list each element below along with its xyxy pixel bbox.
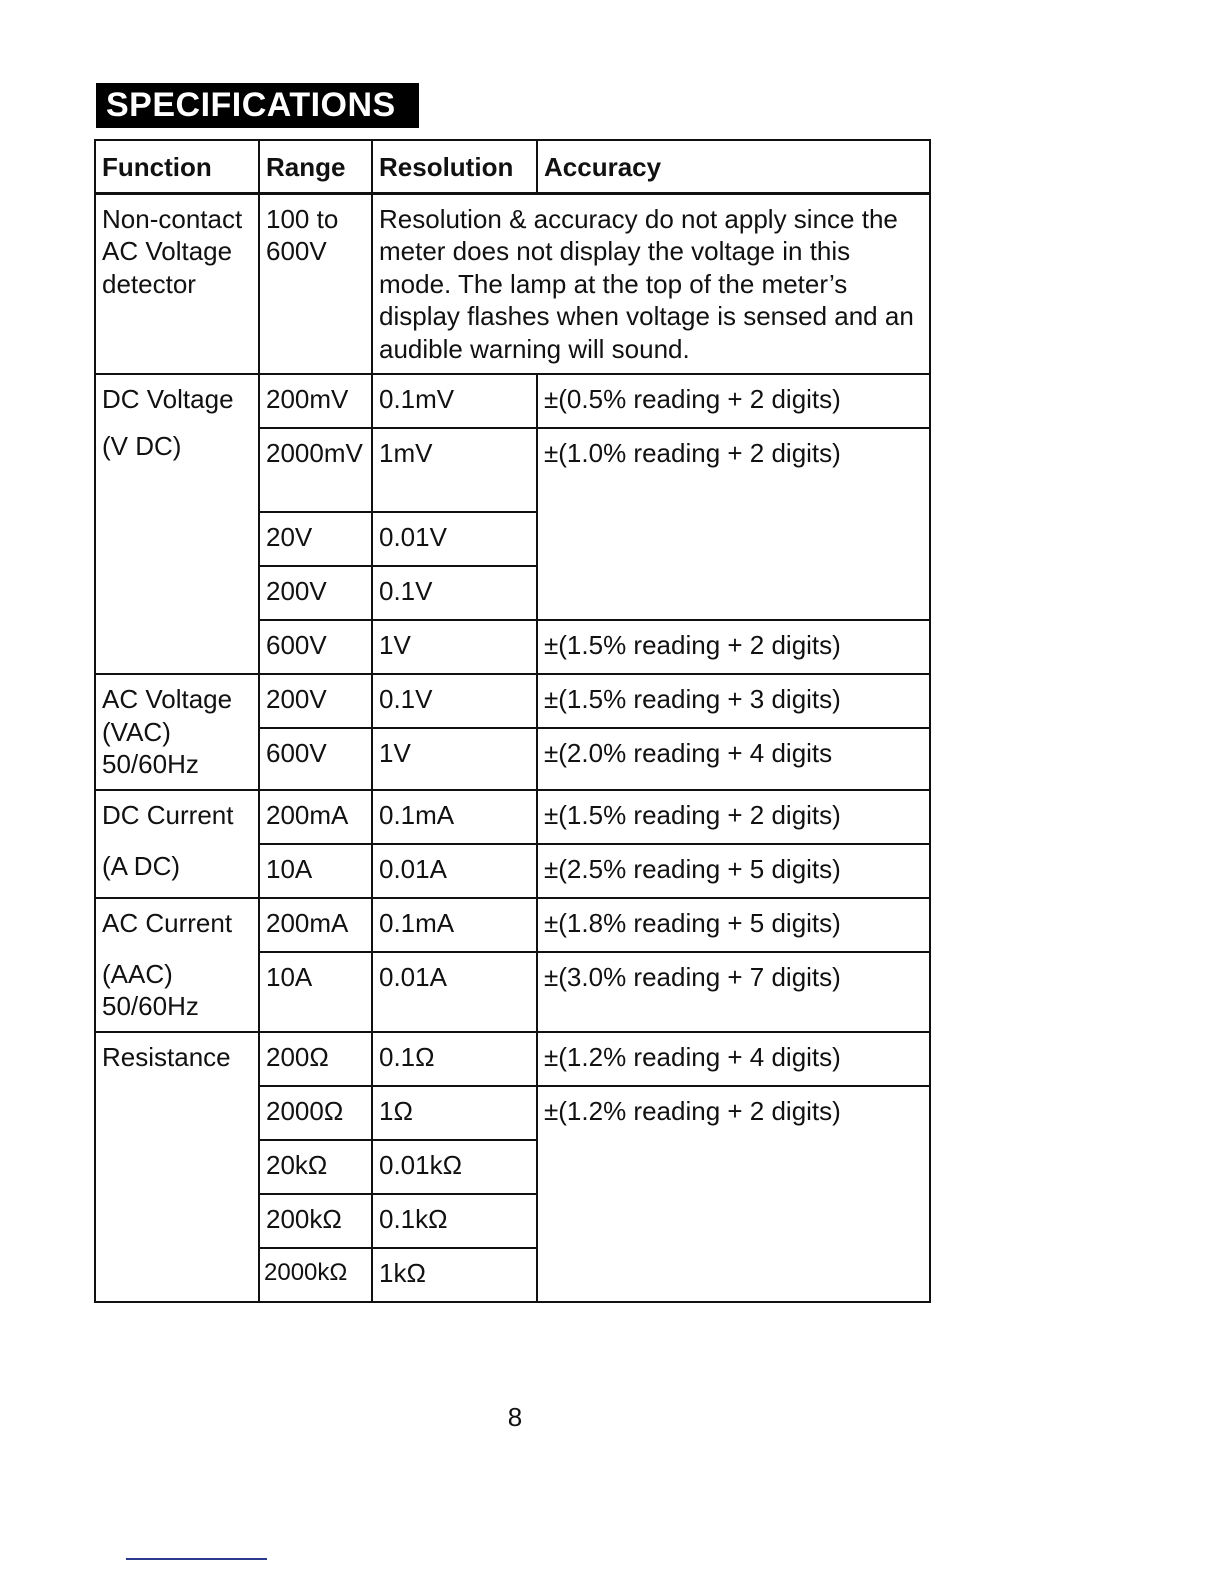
range-cell: 2000kΩ [259, 1248, 372, 1302]
resolution-cell: 0.01V [372, 512, 537, 566]
function-label: DC Voltage [102, 384, 234, 414]
resolution-cell: 1kΩ [372, 1248, 537, 1302]
accuracy-cell: ±(2.0% reading + 4 digits [537, 728, 930, 790]
range-cell: 200V [259, 566, 372, 620]
accuracy-cell: ±(0.5% reading + 2 digits) [537, 374, 930, 428]
range-cell: 2000Ω [259, 1086, 372, 1140]
range-cell: 200mA [259, 790, 372, 844]
resolution-cell: 0.1V [372, 674, 537, 728]
function-cell: Resistance [95, 1032, 259, 1302]
resolution-cell: 0.1kΩ [372, 1194, 537, 1248]
range-cell: 600V [259, 728, 372, 790]
function-cell: Non-contact AC Voltage detector [95, 193, 259, 374]
accuracy-cell: ±(1.5% reading + 3 digits) [537, 674, 930, 728]
range-cell: 200V [259, 674, 372, 728]
accuracy-cell: ±(1.0% reading + 2 digits) [537, 428, 930, 620]
range-cell: 2000mV [259, 428, 372, 512]
accuracy-cell: ±(3.0% reading + 7 digits) [537, 952, 930, 1032]
header-range: Range [259, 140, 372, 193]
function-cell [95, 790, 259, 898]
accuracy-cell: ±(1.5% reading + 2 digits) [537, 620, 930, 674]
resolution-cell: 0.1mA [372, 898, 537, 952]
range-cell: 10A [259, 844, 372, 898]
function-cell: AC Voltage (VAC) 50/60Hz [95, 674, 259, 790]
resolution-cell: 0.1V [372, 566, 537, 620]
range-cell: 200mV [259, 374, 372, 428]
accuracy-cell: ±(1.2% reading + 2 digits) [537, 1086, 930, 1302]
table-header-row [95, 140, 930, 193]
table-row [95, 374, 930, 428]
function-label: AC Current [102, 908, 233, 938]
table-row [95, 898, 930, 952]
resolution-cell: 0.01A [372, 952, 537, 1032]
range-cell: 200Ω [259, 1032, 372, 1086]
accuracy-cell: ±(2.5% reading + 5 digits) [537, 844, 930, 898]
table-row [95, 193, 930, 374]
function-cell [95, 374, 259, 674]
page-number: 8 [507, 1402, 523, 1432]
section-heading: SPECIFICATIONS [96, 83, 419, 128]
resolution-cell: 0.1mV [372, 374, 537, 428]
resolution-cell: 0.1mA [372, 790, 537, 844]
resolution-cell: 1V [372, 620, 537, 674]
function-unit: (AAC) 50/60Hz [102, 958, 199, 1021]
resolution-cell: 1Ω [372, 1086, 537, 1140]
range-cell: 100 to 600V [259, 193, 372, 374]
accuracy-cell: ±(1.5% reading + 2 digits) [537, 790, 930, 844]
table-row [95, 674, 930, 728]
header-resolution: Resolution [372, 140, 537, 193]
range-cell: 200mA [259, 898, 372, 952]
ncv-note-cell: Resolution & accuracy do not apply since the meter does not display the voltage in this mode. The lamp at the top of the meter’s display flashes when voltage is sensed and an audible warning will sound. [372, 193, 930, 374]
resolution-cell: 1mV [372, 428, 537, 512]
resolution-cell: 0.01kΩ [372, 1140, 537, 1194]
range-cell: 10A [259, 952, 372, 1032]
footer-rule [126, 1558, 267, 1560]
function-label: DC Current [102, 800, 234, 830]
range-cell: 200kΩ [259, 1194, 372, 1248]
resolution-cell: 0.1Ω [372, 1032, 537, 1086]
range-cell: 20V [259, 512, 372, 566]
table-row [95, 1032, 930, 1086]
accuracy-cell: ±(1.8% reading + 5 digits) [537, 898, 930, 952]
header-accuracy: Accuracy [537, 140, 930, 193]
range-cell: 20kΩ [259, 1140, 372, 1194]
table-row [95, 790, 930, 844]
function-unit: (V DC) [102, 430, 182, 461]
resolution-cell: 0.01A [372, 844, 537, 898]
accuracy-cell: ±(1.2% reading + 4 digits) [537, 1032, 930, 1086]
function-cell [95, 898, 259, 1032]
header-function: Function [95, 140, 259, 193]
function-unit: (A DC) [102, 850, 180, 881]
range-cell: 600V [259, 620, 372, 674]
specifications-table [94, 139, 931, 1303]
resolution-cell: 1V [372, 728, 537, 790]
